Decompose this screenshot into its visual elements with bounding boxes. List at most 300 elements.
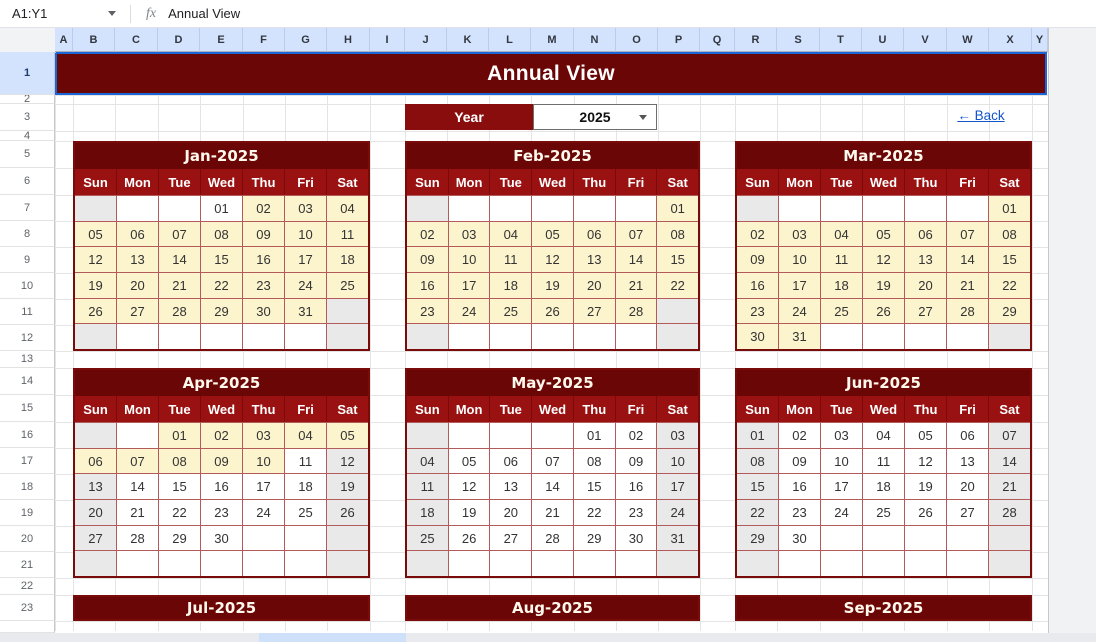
- day-cell[interactable]: 25: [862, 499, 904, 525]
- day-cell[interactable]: 03: [656, 422, 698, 448]
- column-header-G[interactable]: G: [285, 28, 327, 52]
- blank-cell[interactable]: [326, 323, 368, 349]
- blank-cell[interactable]: [407, 195, 448, 221]
- row-header-23[interactable]: 23: [0, 595, 55, 621]
- day-cell[interactable]: 27: [116, 298, 158, 324]
- day-cell[interactable]: 29: [737, 525, 778, 551]
- month-header[interactable]: Feb-2025: [407, 143, 698, 169]
- day-cell[interactable]: 02: [407, 221, 448, 247]
- month-header[interactable]: Jan-2025: [75, 143, 368, 169]
- day-cell[interactable]: 29: [988, 298, 1030, 324]
- blank-cell[interactable]: [946, 550, 988, 576]
- day-cell[interactable]: 25: [407, 525, 448, 551]
- day-cell[interactable]: 07: [531, 448, 573, 474]
- blank-cell[interactable]: [573, 323, 615, 349]
- day-cell[interactable]: 24: [448, 298, 490, 324]
- weekday-header-wed[interactable]: Wed: [862, 169, 904, 195]
- weekday-header-sun[interactable]: Sun: [415, 174, 440, 190]
- back-link[interactable]: ← Back: [957, 108, 1005, 123]
- day-cell[interactable]: 08: [158, 448, 200, 474]
- day-cell[interactable]: 12: [448, 473, 490, 499]
- row-header-18[interactable]: 18: [0, 474, 55, 500]
- day-cell[interactable]: 26: [904, 499, 946, 525]
- weekday-header-wed[interactable]: Wed: [531, 396, 573, 422]
- column-header-E[interactable]: E: [200, 28, 243, 52]
- day-cell[interactable]: 24: [656, 499, 698, 525]
- weekday-header-sun[interactable]: Sun: [83, 401, 108, 417]
- blank-cell[interactable]: [988, 525, 1030, 551]
- day-cell[interactable]: 05: [904, 422, 946, 448]
- day-cell[interactable]: 17: [284, 246, 326, 272]
- weekday-header-sun[interactable]: Sun: [745, 401, 770, 417]
- day-cell[interactable]: 01: [988, 195, 1030, 221]
- day-cell[interactable]: 19: [904, 473, 946, 499]
- weekday-header-sat[interactable]: Sat: [656, 169, 698, 195]
- weekday-header-thu[interactable]: Thu: [242, 396, 284, 422]
- blank-cell[interactable]: [284, 525, 326, 551]
- column-header-L[interactable]: L: [489, 28, 531, 52]
- weekday-header-sun[interactable]: Sun: [745, 174, 770, 190]
- row-header-2[interactable]: 2: [0, 95, 55, 104]
- day-cell[interactable]: 14: [531, 473, 573, 499]
- blank-cell[interactable]: [326, 298, 368, 324]
- column-header-D[interactable]: D: [158, 28, 200, 52]
- day-cell[interactable]: 20: [946, 473, 988, 499]
- column-header-T[interactable]: T: [820, 28, 862, 52]
- day-cell[interactable]: 30: [737, 323, 778, 349]
- day-cell[interactable]: 12: [904, 448, 946, 474]
- day-cell[interactable]: 19: [448, 499, 490, 525]
- day-cell[interactable]: 28: [158, 298, 200, 324]
- blank-cell[interactable]: [820, 525, 862, 551]
- day-cell[interactable]: 12: [75, 246, 116, 272]
- day-cell[interactable]: 26: [326, 499, 368, 525]
- weekday-header-tue[interactable]: Tue: [820, 396, 862, 422]
- day-cell[interactable]: 18: [326, 246, 368, 272]
- row-header-14[interactable]: 14: [0, 368, 55, 395]
- select-all-corner[interactable]: [0, 28, 56, 53]
- day-cell[interactable]: 26: [531, 298, 573, 324]
- column-header-A[interactable]: A: [55, 28, 73, 52]
- weekday-header-sat[interactable]: Sat: [326, 396, 368, 422]
- blank-cell[interactable]: [656, 550, 698, 576]
- day-cell[interactable]: 08: [988, 221, 1030, 247]
- day-cell[interactable]: 10: [448, 246, 490, 272]
- day-cell[interactable]: 16: [407, 272, 448, 298]
- day-cell[interactable]: 10: [820, 448, 862, 474]
- blank-cell[interactable]: [158, 195, 200, 221]
- blank-cell[interactable]: [862, 195, 904, 221]
- day-cell[interactable]: 11: [326, 221, 368, 247]
- day-cell[interactable]: 05: [326, 422, 368, 448]
- day-cell[interactable]: 29: [200, 298, 242, 324]
- day-cell[interactable]: 27: [946, 499, 988, 525]
- day-cell[interactable]: 04: [489, 221, 531, 247]
- weekday-header-wed[interactable]: Wed: [531, 169, 573, 195]
- weekday-header-sun[interactable]: Sun: [415, 401, 440, 417]
- column-header-V[interactable]: V: [904, 28, 947, 52]
- day-cell[interactable]: 21: [615, 272, 657, 298]
- blank-cell[interactable]: [531, 195, 573, 221]
- day-cell[interactable]: 11: [284, 448, 326, 474]
- day-cell[interactable]: 05: [531, 221, 573, 247]
- day-cell[interactable]: 23: [737, 298, 778, 324]
- row-header-10[interactable]: 10: [0, 273, 55, 299]
- row-header-11[interactable]: 11: [0, 299, 55, 325]
- day-cell[interactable]: 07: [116, 448, 158, 474]
- weekday-header-sat[interactable]: Sat: [656, 396, 698, 422]
- day-cell[interactable]: 29: [573, 525, 615, 551]
- day-cell[interactable]: 30: [615, 525, 657, 551]
- day-cell[interactable]: 16: [615, 473, 657, 499]
- blank-cell[interactable]: [656, 323, 698, 349]
- annual-view-title-cell[interactable]: Annual View: [55, 52, 1047, 95]
- weekday-header-tue[interactable]: Tue: [820, 169, 862, 195]
- day-cell[interactable]: 16: [778, 473, 820, 499]
- day-cell[interactable]: 09: [200, 448, 242, 474]
- day-cell[interactable]: 22: [573, 499, 615, 525]
- blank-cell[interactable]: [116, 195, 158, 221]
- day-cell[interactable]: 23: [615, 499, 657, 525]
- blank-cell[interactable]: [904, 323, 946, 349]
- blank-cell[interactable]: [407, 550, 448, 576]
- row-header-5[interactable]: 5: [0, 141, 55, 168]
- day-cell[interactable]: 11: [489, 246, 531, 272]
- blank-cell[interactable]: [820, 195, 862, 221]
- day-cell[interactable]: 26: [862, 298, 904, 324]
- weekday-header-mon[interactable]: Mon: [116, 169, 158, 195]
- day-cell[interactable]: 14: [946, 246, 988, 272]
- formula-input[interactable]: Annual View: [168, 6, 241, 21]
- day-cell[interactable]: 17: [242, 473, 284, 499]
- day-cell[interactable]: 13: [573, 246, 615, 272]
- weekday-header-thu[interactable]: Thu: [904, 396, 946, 422]
- day-cell[interactable]: 05: [862, 221, 904, 247]
- day-cell[interactable]: 11: [820, 246, 862, 272]
- blank-cell[interactable]: [75, 195, 116, 221]
- day-cell[interactable]: 04: [862, 422, 904, 448]
- blank-cell[interactable]: [242, 525, 284, 551]
- day-cell[interactable]: 22: [988, 272, 1030, 298]
- blank-cell[interactable]: [615, 550, 657, 576]
- column-header-B[interactable]: B: [73, 28, 115, 52]
- day-cell[interactable]: 21: [116, 499, 158, 525]
- blank-cell[interactable]: [448, 323, 490, 349]
- day-cell[interactable]: 22: [200, 272, 242, 298]
- column-header-Q[interactable]: Q: [700, 28, 735, 52]
- weekday-header-wed[interactable]: Wed: [862, 396, 904, 422]
- weekday-header-thu[interactable]: Thu: [242, 169, 284, 195]
- column-header-M[interactable]: M: [531, 28, 574, 52]
- day-cell[interactable]: 13: [946, 448, 988, 474]
- day-cell[interactable]: 21: [946, 272, 988, 298]
- day-cell[interactable]: 15: [988, 246, 1030, 272]
- row-header-hidden[interactable]: [0, 621, 55, 633]
- blank-cell[interactable]: [75, 323, 116, 349]
- day-cell[interactable]: 05: [75, 221, 116, 247]
- blank-cell[interactable]: [946, 195, 988, 221]
- day-cell[interactable]: 20: [489, 499, 531, 525]
- day-cell[interactable]: 07: [615, 221, 657, 247]
- day-cell[interactable]: 09: [407, 246, 448, 272]
- day-cell[interactable]: 26: [448, 525, 490, 551]
- row-header-3[interactable]: 3: [0, 104, 55, 131]
- day-cell[interactable]: 22: [656, 272, 698, 298]
- blank-cell[interactable]: [407, 323, 448, 349]
- blank-cell[interactable]: [737, 195, 778, 221]
- column-header-P[interactable]: P: [658, 28, 700, 52]
- weekday-header-fri[interactable]: Fri: [946, 169, 988, 195]
- day-cell[interactable]: 18: [820, 272, 862, 298]
- blank-cell[interactable]: [573, 195, 615, 221]
- weekday-header-thu[interactable]: Thu: [904, 169, 946, 195]
- weekday-header-sat[interactable]: Sat: [988, 169, 1030, 195]
- day-cell[interactable]: 05: [448, 448, 490, 474]
- row-header-13[interactable]: 13: [0, 351, 55, 368]
- blank-cell[interactable]: [531, 550, 573, 576]
- blank-cell[interactable]: [489, 195, 531, 221]
- blank-cell[interactable]: [904, 195, 946, 221]
- day-cell[interactable]: 10: [778, 246, 820, 272]
- weekday-header-mon[interactable]: Mon: [778, 396, 820, 422]
- day-cell[interactable]: 18: [862, 473, 904, 499]
- day-cell[interactable]: 21: [988, 473, 1030, 499]
- day-cell[interactable]: 01: [737, 422, 778, 448]
- column-header-K[interactable]: K: [447, 28, 489, 52]
- blank-cell[interactable]: [656, 298, 698, 324]
- column-header-R[interactable]: R: [735, 28, 777, 52]
- day-cell[interactable]: 18: [284, 473, 326, 499]
- day-cell[interactable]: 12: [326, 448, 368, 474]
- day-cell[interactable]: 10: [656, 448, 698, 474]
- day-cell[interactable]: 08: [200, 221, 242, 247]
- weekday-header-tue[interactable]: Tue: [158, 169, 200, 195]
- weekday-header-tue[interactable]: Tue: [158, 396, 200, 422]
- row-header-6[interactable]: 6: [0, 168, 55, 195]
- day-cell[interactable]: 17: [448, 272, 490, 298]
- day-cell[interactable]: 23: [242, 272, 284, 298]
- blank-cell[interactable]: [200, 550, 242, 576]
- blank-cell[interactable]: [326, 550, 368, 576]
- day-cell[interactable]: 13: [489, 473, 531, 499]
- day-cell[interactable]: 04: [820, 221, 862, 247]
- row-header-17[interactable]: 17: [0, 448, 55, 474]
- day-cell[interactable]: 31: [284, 298, 326, 324]
- blank-cell[interactable]: [284, 323, 326, 349]
- blank-cell[interactable]: [946, 525, 988, 551]
- day-cell[interactable]: 22: [158, 499, 200, 525]
- day-cell[interactable]: 03: [284, 195, 326, 221]
- day-cell[interactable]: 02: [615, 422, 657, 448]
- blank-cell[interactable]: [573, 550, 615, 576]
- column-header-H[interactable]: H: [327, 28, 370, 52]
- day-cell[interactable]: 06: [116, 221, 158, 247]
- day-cell[interactable]: 27: [489, 525, 531, 551]
- blank-cell[interactable]: [75, 550, 116, 576]
- row-header-20[interactable]: 20: [0, 526, 55, 552]
- day-cell[interactable]: 20: [116, 272, 158, 298]
- blank-cell[interactable]: [862, 323, 904, 349]
- day-cell[interactable]: 19: [862, 272, 904, 298]
- blank-cell[interactable]: [489, 323, 531, 349]
- day-cell[interactable]: 07: [988, 422, 1030, 448]
- day-cell[interactable]: 31: [778, 323, 820, 349]
- day-cell[interactable]: 15: [573, 473, 615, 499]
- day-cell[interactable]: 10: [242, 448, 284, 474]
- day-cell[interactable]: 04: [284, 422, 326, 448]
- day-cell[interactable]: 28: [116, 525, 158, 551]
- blank-cell[interactable]: [116, 422, 158, 448]
- day-cell[interactable]: 24: [284, 272, 326, 298]
- day-cell[interactable]: 25: [284, 499, 326, 525]
- day-cell[interactable]: 28: [531, 525, 573, 551]
- blank-cell[interactable]: [326, 525, 368, 551]
- day-cell[interactable]: 18: [407, 499, 448, 525]
- day-cell[interactable]: 25: [820, 298, 862, 324]
- day-cell[interactable]: 28: [615, 298, 657, 324]
- day-cell[interactable]: 14: [158, 246, 200, 272]
- weekday-header-tue[interactable]: Tue: [489, 396, 531, 422]
- day-cell[interactable]: 17: [820, 473, 862, 499]
- day-cell[interactable]: 15: [200, 246, 242, 272]
- day-cell[interactable]: 11: [862, 448, 904, 474]
- row-header-7[interactable]: 7: [0, 195, 55, 221]
- blank-cell[interactable]: [489, 550, 531, 576]
- column-header-C[interactable]: C: [115, 28, 158, 52]
- day-cell[interactable]: 02: [737, 221, 778, 247]
- blank-cell[interactable]: [407, 422, 448, 448]
- day-cell[interactable]: 06: [75, 448, 116, 474]
- day-cell[interactable]: 23: [778, 499, 820, 525]
- month-header-Sep-2025[interactable]: Sep-2025: [735, 595, 1032, 621]
- blank-cell[interactable]: [820, 323, 862, 349]
- day-cell[interactable]: 24: [242, 499, 284, 525]
- blank-cell[interactable]: [904, 550, 946, 576]
- column-header-Y[interactable]: Y: [1032, 28, 1048, 52]
- day-cell[interactable]: 20: [75, 499, 116, 525]
- day-cell[interactable]: 23: [200, 499, 242, 525]
- bottom-scrollbar-thumb[interactable]: [259, 633, 406, 642]
- day-cell[interactable]: 14: [988, 448, 1030, 474]
- weekday-header-mon[interactable]: Mon: [448, 396, 490, 422]
- day-cell[interactable]: 19: [531, 272, 573, 298]
- weekday-header-fri[interactable]: Fri: [615, 169, 657, 195]
- day-cell[interactable]: 15: [656, 246, 698, 272]
- day-cell[interactable]: 27: [573, 298, 615, 324]
- blank-cell[interactable]: [988, 550, 1030, 576]
- blank-cell[interactable]: [615, 323, 657, 349]
- day-cell[interactable]: 17: [778, 272, 820, 298]
- blank-cell[interactable]: [242, 323, 284, 349]
- day-cell[interactable]: 08: [656, 221, 698, 247]
- column-header-X[interactable]: X: [989, 28, 1032, 52]
- day-cell[interactable]: 10: [284, 221, 326, 247]
- row-header-15[interactable]: 15: [0, 395, 55, 422]
- day-cell[interactable]: 04: [326, 195, 368, 221]
- column-header-I[interactable]: I: [370, 28, 405, 52]
- day-cell[interactable]: 15: [737, 473, 778, 499]
- day-cell[interactable]: 21: [158, 272, 200, 298]
- day-cell[interactable]: 08: [573, 448, 615, 474]
- day-cell[interactable]: 14: [615, 246, 657, 272]
- row-header-22[interactable]: 22: [0, 578, 55, 595]
- blank-cell[interactable]: [778, 195, 820, 221]
- day-cell[interactable]: 12: [531, 246, 573, 272]
- weekday-header-wed[interactable]: Wed: [200, 169, 242, 195]
- day-cell[interactable]: 17: [656, 473, 698, 499]
- month-header[interactable]: May-2025: [407, 370, 698, 396]
- day-cell[interactable]: 01: [200, 195, 242, 221]
- blank-cell[interactable]: [75, 422, 116, 448]
- row-header-19[interactable]: 19: [0, 500, 55, 526]
- row-header-4[interactable]: 4: [0, 131, 55, 141]
- day-cell[interactable]: 15: [158, 473, 200, 499]
- month-header[interactable]: Apr-2025: [75, 370, 368, 396]
- name-box[interactable]: [0, 6, 124, 21]
- weekday-header-sat[interactable]: Sat: [988, 396, 1030, 422]
- weekday-header-fri[interactable]: Fri: [284, 169, 326, 195]
- blank-cell[interactable]: [862, 550, 904, 576]
- day-cell[interactable]: 02: [200, 422, 242, 448]
- day-cell[interactable]: 13: [116, 246, 158, 272]
- day-cell[interactable]: 03: [778, 221, 820, 247]
- weekday-header-tue[interactable]: Tue: [489, 169, 531, 195]
- column-header-S[interactable]: S: [777, 28, 820, 52]
- day-cell[interactable]: 26: [75, 298, 116, 324]
- day-cell[interactable]: 22: [737, 499, 778, 525]
- day-cell[interactable]: 25: [326, 272, 368, 298]
- row-header-21[interactable]: 21: [0, 552, 55, 578]
- blank-cell[interactable]: [200, 323, 242, 349]
- day-cell[interactable]: 20: [904, 272, 946, 298]
- blank-cell[interactable]: [448, 422, 490, 448]
- day-cell[interactable]: 27: [75, 525, 116, 551]
- blank-cell[interactable]: [946, 323, 988, 349]
- blank-cell[interactable]: [615, 195, 657, 221]
- day-cell[interactable]: 27: [904, 298, 946, 324]
- day-cell[interactable]: 13: [904, 246, 946, 272]
- day-cell[interactable]: 18: [489, 272, 531, 298]
- day-cell[interactable]: 06: [489, 448, 531, 474]
- day-cell[interactable]: 03: [242, 422, 284, 448]
- blank-cell[interactable]: [988, 323, 1030, 349]
- month-header-Jul-2025[interactable]: Jul-2025: [73, 595, 370, 621]
- year-dropdown[interactable]: [533, 104, 657, 130]
- weekday-header-thu[interactable]: Thu: [573, 396, 615, 422]
- day-cell[interactable]: 03: [448, 221, 490, 247]
- day-cell[interactable]: 09: [778, 448, 820, 474]
- blank-cell[interactable]: [531, 422, 573, 448]
- day-cell[interactable]: 30: [778, 525, 820, 551]
- blank-cell[interactable]: [531, 323, 573, 349]
- day-cell[interactable]: 07: [946, 221, 988, 247]
- weekday-header-fri[interactable]: Fri: [946, 396, 988, 422]
- column-header-N[interactable]: N: [574, 28, 616, 52]
- row-header-12[interactable]: 12: [0, 325, 55, 351]
- row-header-8[interactable]: 8: [0, 221, 55, 247]
- day-cell[interactable]: 28: [988, 499, 1030, 525]
- day-cell[interactable]: 06: [904, 221, 946, 247]
- column-header-J[interactable]: J: [405, 28, 447, 52]
- day-cell[interactable]: 12: [862, 246, 904, 272]
- day-cell[interactable]: 09: [242, 221, 284, 247]
- weekday-header-fri[interactable]: Fri: [284, 396, 326, 422]
- blank-cell[interactable]: [448, 550, 490, 576]
- day-cell[interactable]: 07: [158, 221, 200, 247]
- blank-cell[interactable]: [489, 422, 531, 448]
- weekday-header-sat[interactable]: Sat: [326, 169, 368, 195]
- column-header-F[interactable]: F: [243, 28, 285, 52]
